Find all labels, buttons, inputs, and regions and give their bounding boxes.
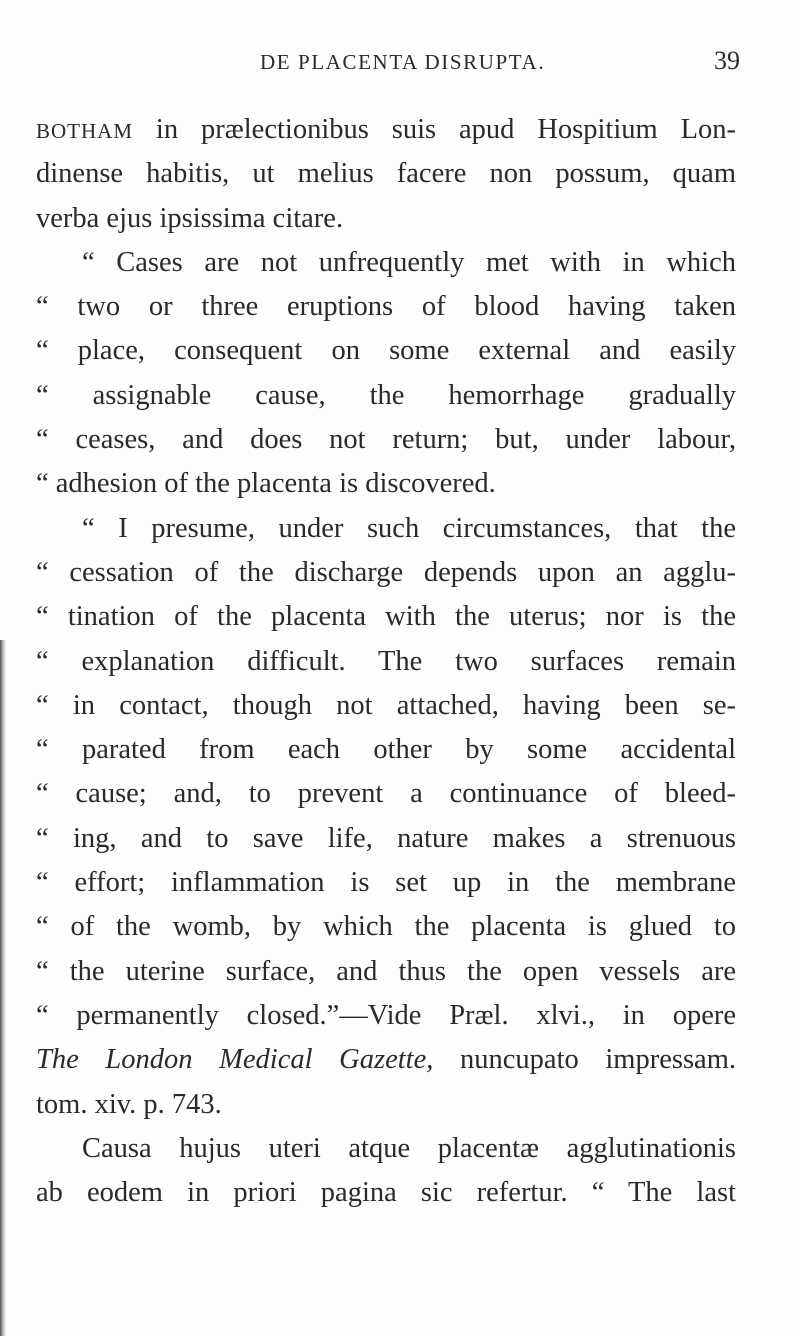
text-line: ab eodem in priori pagina sic refertur. “ The last: [36, 1177, 736, 1209]
page-edge-shadow: [0, 640, 7, 1336]
page-number: 39: [714, 46, 740, 75]
quote-line: “ permanently closed.”—Vide Præl. xlvi., in opere: [36, 999, 736, 1031]
quote-line: “ cessation of the discharge depends upon an agglu-: [36, 556, 736, 588]
quote-line: “ ing, and to save life, nature makes a strenuous: [36, 822, 736, 854]
quote-line: “ the uterine surface, and thus the open vessels are: [36, 955, 736, 987]
text-line: [36, 108, 736, 152]
running-head: [0, 46, 800, 90]
quote-line: “ of the womb, by which the placenta is glued to: [36, 911, 736, 943]
text-line: tom. xiv. p. 743.: [36, 1088, 222, 1120]
quote-line: “ explanation difficult. The two surfaces remain: [36, 645, 736, 677]
running-head-title: DE PLACENTA DISRUPTA.: [260, 50, 546, 74]
quote-line: “ in contact, though not attached, having been se-: [36, 689, 736, 721]
text-line: dinense habitis, ut melius facere non possum, quam: [36, 158, 736, 190]
author-name-small-caps: BOTHAM: [36, 119, 134, 143]
quote-line: “ tination of the placenta with the uterus; nor is the: [36, 601, 736, 633]
text-line-rest: nuncupato impressam.: [433, 1044, 736, 1076]
body-text: [36, 108, 736, 1215]
text-line: [36, 1038, 736, 1082]
quote-line: “ Cases are not unfrequently met with in which: [82, 246, 736, 278]
quote-line: “ adhesion of the placenta is discovered.: [36, 468, 496, 500]
quote-line: “ place, consequent on some external and easily: [36, 335, 736, 367]
text-line: verba ejus ipsissima citare.: [36, 202, 344, 234]
text-line-rest: in prælectionibus suis apud Hospitium Lon-: [133, 114, 736, 145]
quote-line: “ I presume, under such circumstances, that the: [82, 512, 736, 544]
journal-title-italic: The London Medical Gazette,: [36, 1044, 434, 1076]
quote-line: “ ceases, and does not return; but, under labour,: [36, 424, 736, 456]
quote-line: “ cause; and, to prevent a continuance of bleed-: [36, 778, 736, 810]
quote-line: “ effort; inflammation is set up in the membrane: [36, 867, 736, 899]
quote-line: “ assignable cause, the hemorrhage gradually: [36, 379, 736, 411]
text-line: Causa hujus uteri atque placentæ agglutinationis: [82, 1132, 736, 1164]
quote-line: “ parated from each other by some accidental: [36, 734, 736, 766]
quote-line: “ two or three eruptions of blood having taken: [36, 291, 736, 323]
